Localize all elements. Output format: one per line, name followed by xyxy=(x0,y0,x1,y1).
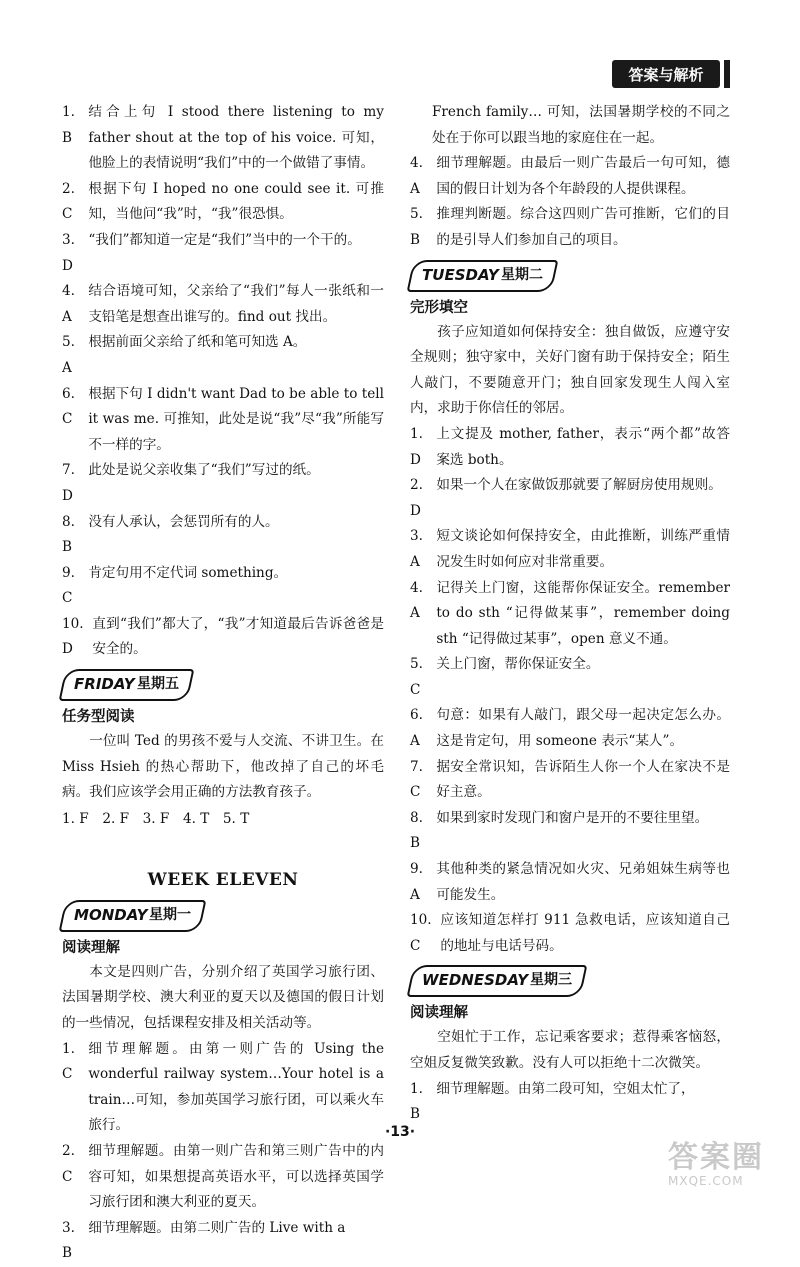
answer-number: 3. B xyxy=(62,1219,75,1262)
answer-item xyxy=(410,473,730,524)
answer-explanation: 肯定句用不定代词 something。 xyxy=(88,564,288,581)
answer-item xyxy=(62,612,384,663)
passage-summary: 空姐忙于工作，忘记乘客要求；惹得乘客恼怒，空姐反复微笑致歉。没有人可以拒绝十二次微笑。 xyxy=(410,1029,730,1071)
answer-item xyxy=(62,177,384,228)
answer-item xyxy=(62,228,384,279)
answer-item xyxy=(62,330,384,381)
answer-number: 4. A xyxy=(62,283,75,325)
answer-number: 1. B xyxy=(410,1080,423,1123)
answer-explanation: 推理判断题。综合这四则广告可推断，它们的目的是引导人们参加自己的项目。 xyxy=(436,206,730,248)
answer-number: 6. C xyxy=(62,385,75,428)
answer-number: 3. A xyxy=(410,528,423,570)
answer-explanation: “我们”都知道一定是“我们”当中的一个干的。 xyxy=(88,231,361,248)
day-label-en: FRIDAY xyxy=(74,675,135,694)
left-column xyxy=(62,100,384,1267)
answer-item xyxy=(62,100,384,177)
section-title: 阅读理解 xyxy=(62,939,120,956)
answer-explanation: 记得关上门窗，这能帮你保证安全。remember to do sth “记得做某事”，remember doing sth “记得做过某事”，open 意义不通。 xyxy=(436,579,730,647)
answer-item xyxy=(62,458,384,509)
answer-number: 1. D xyxy=(410,425,423,468)
day-label-en: WEDNESDAY xyxy=(422,971,529,990)
day-banner-tuesday xyxy=(407,260,558,292)
section-title: 完形填空 xyxy=(410,299,468,316)
answer-item xyxy=(410,806,730,857)
right-column xyxy=(410,100,730,1128)
section-title: 任务型阅读 xyxy=(62,709,135,726)
answer-explanation: 如果到家时发现门和窗户是开的不要往里望。 xyxy=(436,809,709,826)
answer-explanation: 根据下句 I didn't want Dad to be able to tell it was me. 可推知，此处是说“我”尽“我”所能写不一样的字。 xyxy=(88,385,384,453)
passage-summary: 本文是四则广告，分别介绍了英国学习旅行团、法国暑期学校、澳大利亚的夏天以及德国的假日计划的一些情况，包括课程安排及相关活动等。 xyxy=(62,963,384,1032)
answer-explanation: 关上门窗，帮你保证安全。 xyxy=(436,656,600,673)
day-banner-friday xyxy=(59,669,194,701)
answer-explanation: 此处是说父亲收集了“我们”写过的纸。 xyxy=(88,462,320,479)
answer-explanation: 句意：如果有人敲门，跟父母一起决定怎么办。这是肯定句，用 someone 表示“某人”。 xyxy=(436,707,730,750)
answer-number: 4. A xyxy=(410,155,423,197)
answer-number: 8. B xyxy=(410,809,423,852)
answer-number: 5. C xyxy=(410,656,423,698)
watermark-logo-text: 答案圈 xyxy=(668,1140,764,1175)
answer-number: 6. A xyxy=(410,707,423,750)
answer-item xyxy=(62,561,384,612)
section-title: 阅读理解 xyxy=(410,1005,468,1022)
answer-item xyxy=(410,857,730,908)
answer-explanation: 其他种类的紧急情况如火灾、兄弟姐妹生病等也可能发生。 xyxy=(436,861,730,903)
answer-number: 2. D xyxy=(410,477,423,519)
answer-item xyxy=(410,755,730,806)
answer-item xyxy=(410,151,730,202)
answer-explanation: 根据前面父亲给了纸和笔可知选 A。 xyxy=(88,334,307,351)
answer-number: 9. A xyxy=(410,861,423,903)
answer-item xyxy=(410,202,730,253)
answer-explanation: 细节理解题。由第一则广告和第三则广告中的内容可知，如果想提高英语水平，可以选择英国学习旅行团和澳大利亚的夏天。 xyxy=(88,1143,384,1211)
passage-summary: 一位叫 Ted 的男孩不爱与人交流、不讲卫生。在 Miss Hsieh 的热心帮助下，他改掉了自己的坏毛病。我们应该学会用正确的方法教育孩子。 xyxy=(62,733,384,801)
answer-explanation: 细节理解题。由第一则广告的 Using the wonderful railway system…Your hotel is a train…可知，参加英国学习旅行团，可以乘火车旅行。 xyxy=(88,1040,384,1134)
answer-item xyxy=(410,422,730,473)
answer-number: 7. D xyxy=(62,462,75,504)
answer-number: 10. D xyxy=(62,615,84,658)
day-label-cn: 星期一 xyxy=(149,907,192,924)
answer-key-line: 1. F 2. F 3. F 4. T 5. T xyxy=(62,810,250,827)
answer-item xyxy=(410,908,730,959)
site-watermark xyxy=(668,1142,790,1194)
day-label-cn: 星期二 xyxy=(500,266,543,283)
answer-item xyxy=(62,382,384,459)
answer-number: 1. B xyxy=(62,104,75,146)
answer-explanation: 结合语境可知，父亲给了“我们”每人一张纸和一支铅笔是想查出谁写的。find out 找出。 xyxy=(88,283,384,325)
answer-explanation: 细节理解题。由第二段可知，空姐太忙了， xyxy=(436,1080,695,1097)
answer-item xyxy=(62,1216,384,1267)
answer-item xyxy=(410,524,730,575)
page-number: ·13· xyxy=(384,1124,416,1140)
answer-explanation: 上文提及 mother, father，表示“两个都”故答案选 both。 xyxy=(436,425,730,468)
passage-summary: 孩子应知道如何保持安全：独自做饭，应遵守安全规则；独守家中，关好门窗有助于保持安全；陌生人敲门，不要随意开门；独自回家发现生人闯入室内，求助于你信任的邻居。 xyxy=(410,323,730,417)
day-label-en: TUESDAY xyxy=(422,265,499,284)
answer-number: 10. C xyxy=(410,912,432,954)
answer-explanation: 直到“我们”都大了，“我”才知道最后告诉爸爸是安全的。 xyxy=(92,615,384,658)
answer-number: 1. C xyxy=(62,1040,75,1083)
answer-item xyxy=(410,703,730,754)
section-header-tag: 答案与解析 xyxy=(612,60,720,88)
answer-explanation: 短文谈论如何保持安全，由此推断，训练严重情况发生时如何应对非常重要。 xyxy=(436,528,730,570)
answer-number: 2. C xyxy=(62,1143,75,1185)
answer-item xyxy=(62,510,384,561)
answer-item xyxy=(62,279,384,330)
answer-number: 5. B xyxy=(410,206,423,248)
answer-number: 7. C xyxy=(410,758,423,801)
answer-explanation: 细节理解题。由最后一则广告最后一句可知，德国的假日计划为各个年龄段的人提供课程。 xyxy=(436,155,730,197)
answer-continuation: French family… 可知，法国暑期学校的不同之处在于你可以跟当地的家庭住在一起。 xyxy=(432,104,730,146)
day-label-cn: 星期五 xyxy=(136,676,179,693)
answer-item xyxy=(410,576,730,653)
answer-number: 8. B xyxy=(62,513,75,556)
answer-explanation: 结合上句 I stood there listening to my father shout at the top of his voice. 可知，他脸上的表情说明“我们”中的一个做错了事情。 xyxy=(88,104,384,172)
answer-explanation: 细节理解题。由第二则广告的 Live with a xyxy=(88,1219,346,1236)
header-accent-bar xyxy=(724,60,730,88)
day-label-en: MONDAY xyxy=(74,906,148,925)
answer-explanation: 据安全常识知，告诉陌生人你一个人在家决不是好主意。 xyxy=(436,758,730,801)
answer-item xyxy=(62,1139,384,1216)
answer-explanation: 根据下句 I hoped no one could see it. 可推知，当他问“我”时，“我”很恐惧。 xyxy=(88,180,384,223)
answer-explanation: 没有人承认，会惩罚所有的人。 xyxy=(88,513,279,530)
day-banner-monday xyxy=(59,900,207,932)
answer-item xyxy=(410,1077,730,1128)
answer-number: 5. A xyxy=(62,334,75,376)
answer-number: 3. D xyxy=(62,231,75,274)
watermark-url: MXQE.COM xyxy=(668,1174,744,1188)
week-title: WEEK ELEVEN xyxy=(147,869,299,890)
answer-explanation: 应该知道怎样打 911 急救电话，应该知道自己的地址与电话号码。 xyxy=(440,912,730,954)
answer-number: 9. C xyxy=(62,564,75,607)
day-banner-wednesday xyxy=(407,965,588,997)
answer-explanation: 如果一个人在家做饭那就要了解厨房使用规则。 xyxy=(436,477,722,494)
answer-number: 4. A xyxy=(410,579,423,622)
day-label-cn: 星期三 xyxy=(530,972,573,989)
answer-item xyxy=(410,652,730,703)
answer-number: 2. C xyxy=(62,180,75,223)
